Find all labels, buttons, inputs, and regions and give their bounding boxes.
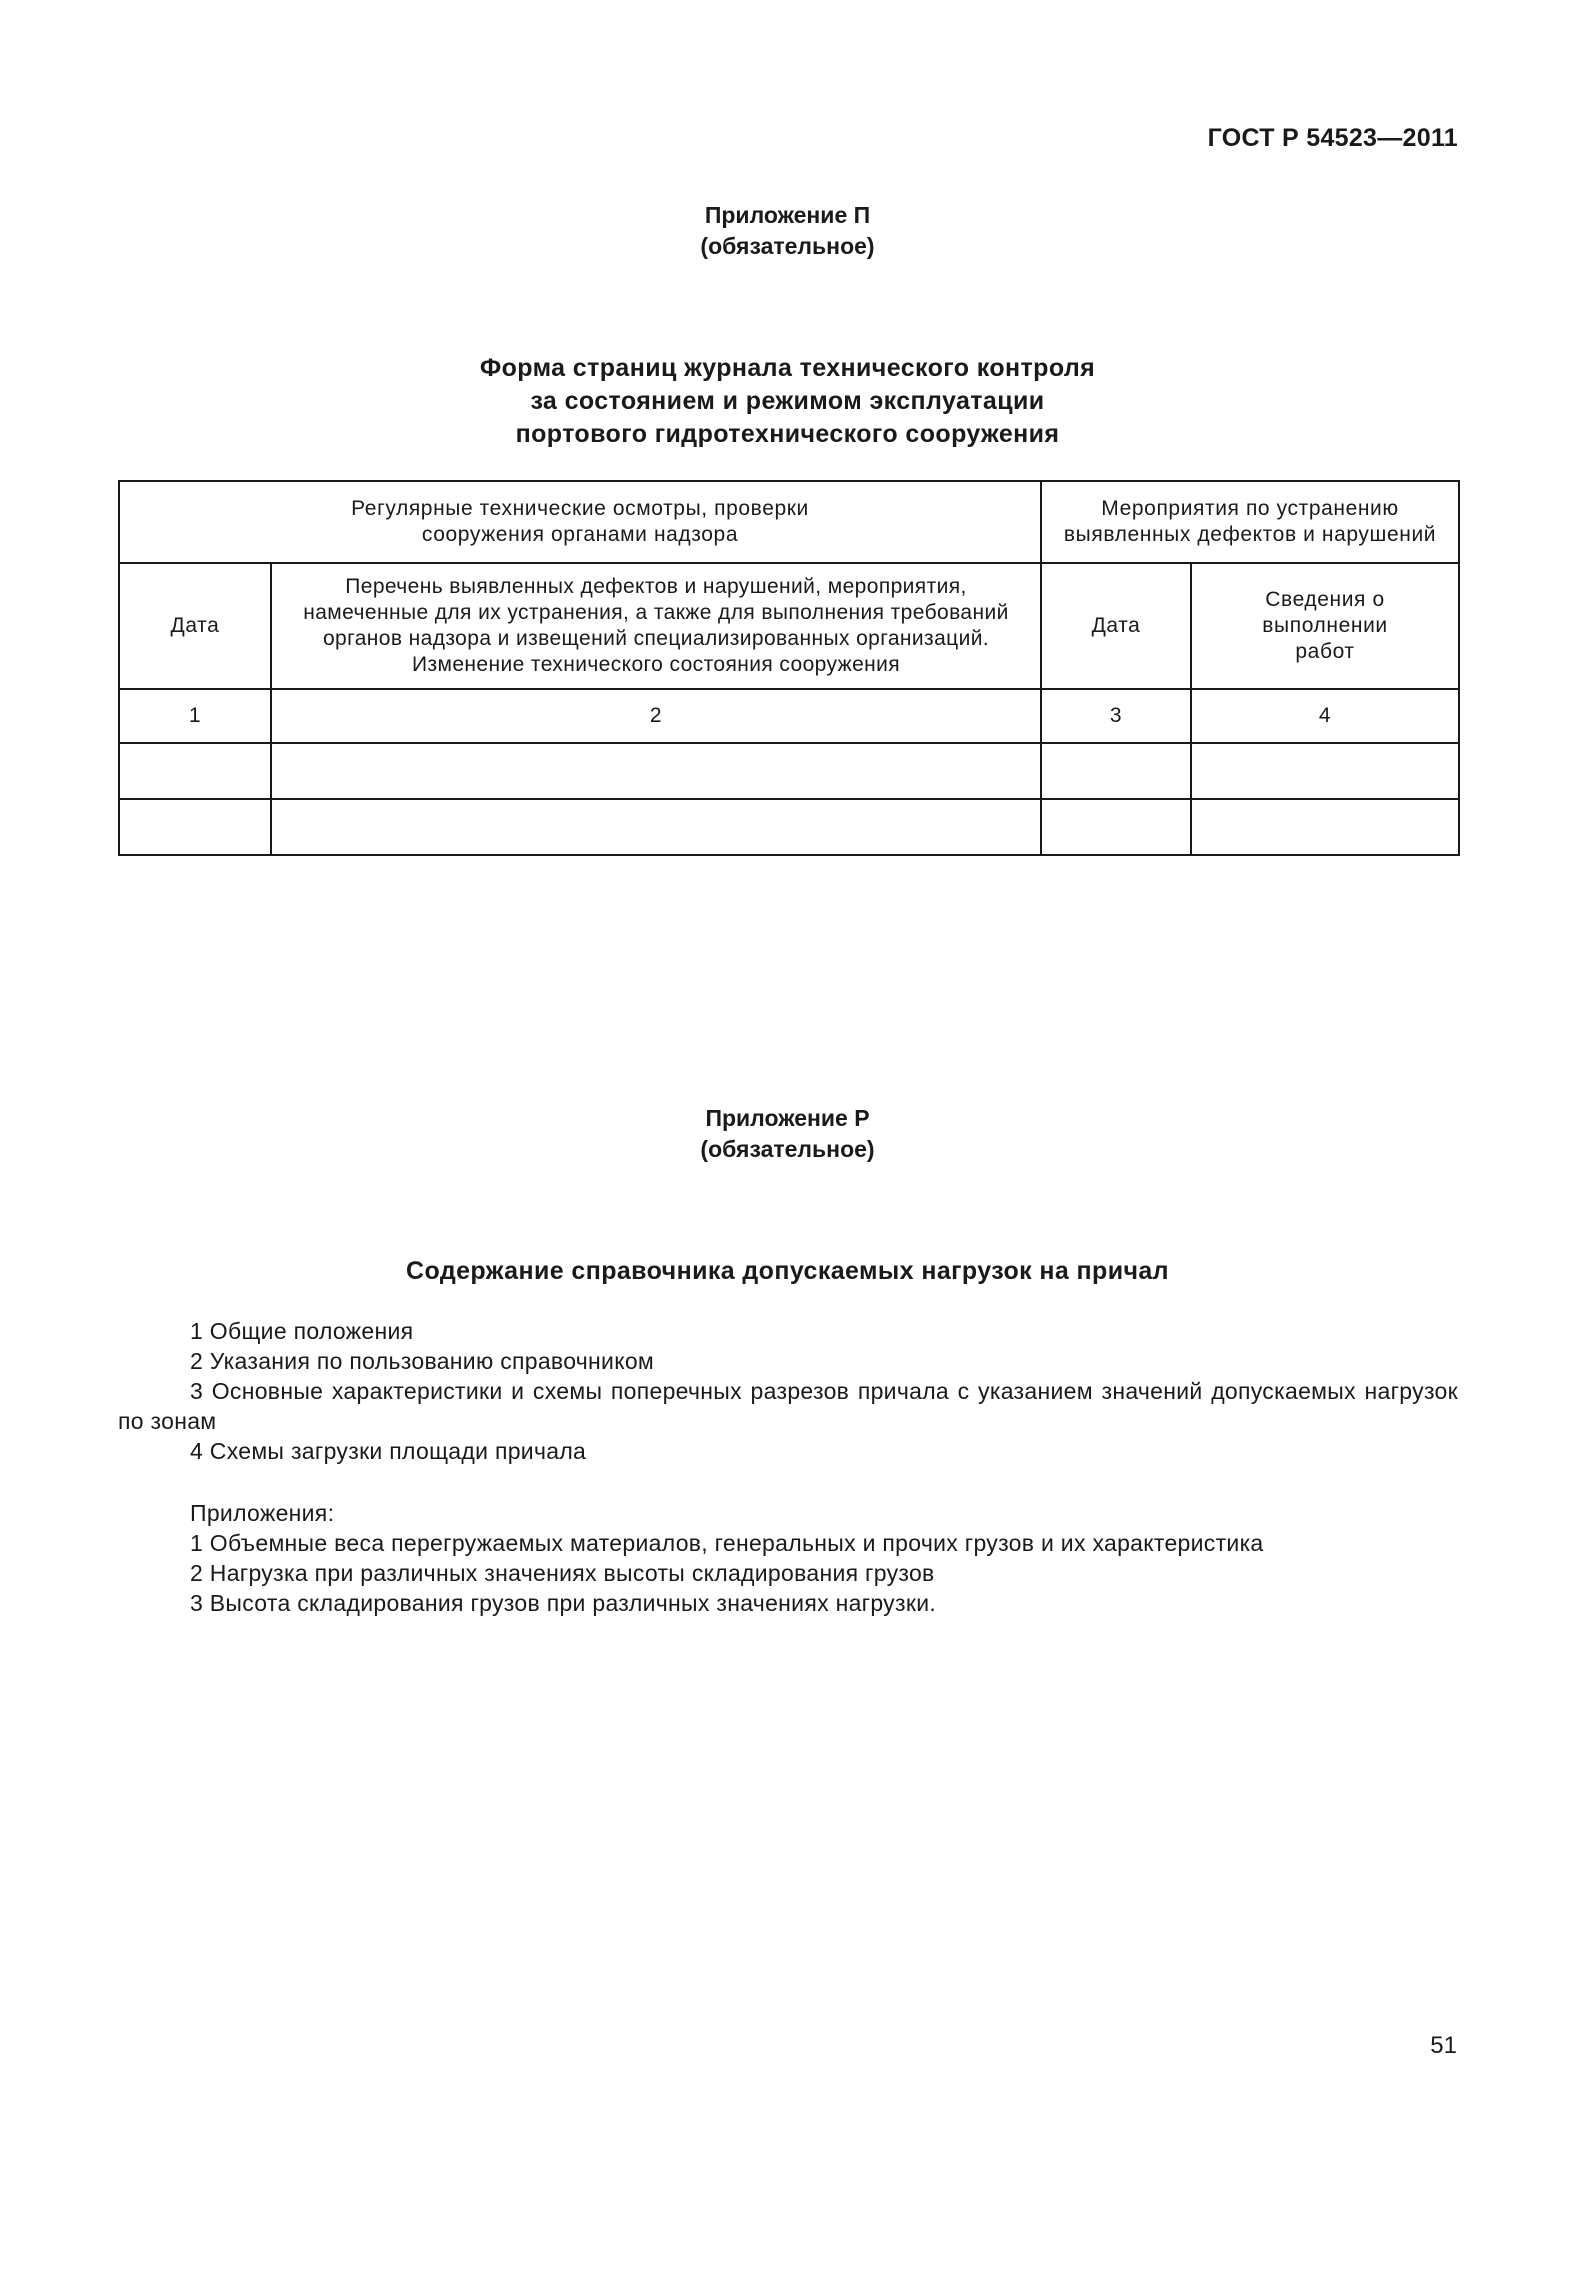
table-column-number-row [119,689,1459,743]
annex-r-label: Приложение Р [705,1105,870,1131]
journal-form-table [118,480,1460,856]
table-cell [1191,799,1459,855]
table-row [119,743,1459,799]
annex-p-title [0,352,1575,451]
table-cell [1041,799,1191,855]
annex-p-title-line: портового гидротехнического сооружения [515,420,1060,448]
column-number: 2 [271,689,1041,743]
contents-section-item: 2 Указания по пользованию справочником [190,1348,655,1374]
annex-r-title: Содержание справочника допускаемых нагрузок на причал [406,1257,1169,1285]
table-cell [271,743,1041,799]
table-cell [119,743,271,799]
table-cell [1041,743,1191,799]
appendix-item: 2 Нагрузка при различных значениях высоты складирования грузов [190,1560,935,1586]
document-code: ГОСТ Р 54523—2011 [1207,124,1458,152]
annex-p-status: (обязательное) [700,233,875,259]
annex-r-status: (обязательное) [700,1136,875,1162]
annex-p-title-line: Форма страниц журнала технического контроля [479,354,1096,382]
contents-section-item: 3 Основные характеристики и схемы поперечных разрезов причала с указанием значений допускаемых нагрузок по зонам [118,1378,1458,1434]
annex-r-header [0,1103,1575,1165]
table-row [119,799,1459,855]
column-header-date: Дата [119,563,271,689]
appendix-item: 3 Высота складирования грузов при различных значениях нагрузки. [190,1590,937,1616]
column-header-work-info: Сведения о выполнении работ [1191,563,1459,689]
column-header-defects-list: Перечень выявленных дефектов и нарушений, мероприятия, намеченные для их устранения, а также для выполнения требований органов надзора и извещений специализированных организаций. Изменение технического состояния сооружения [271,563,1041,689]
group-header-measures: Мероприятия по устранению выявленных дефектов и нарушений [1041,481,1459,563]
appendix-item: 1 Объемные веса перегружаемых материалов, генеральных и прочих грузов и их характеристика [190,1530,1264,1556]
table-cell [1191,743,1459,799]
table-group-header-row [119,481,1459,563]
annex-p-label: Приложение П [704,202,871,228]
contents-section-item: 1 Общие положения [190,1318,414,1344]
column-header-date-2: Дата [1041,563,1191,689]
page-number: 51 [1430,2032,1457,2059]
table-cell [119,799,271,855]
table-column-header-row [119,563,1459,689]
annex-r-contents [118,1316,1458,1618]
annex-p-title-line: за состоянием и режимом эксплуатации [530,387,1045,415]
column-number: 1 [119,689,271,743]
column-number: 3 [1041,689,1191,743]
paragraph-gap [118,1466,1458,1498]
contents-section-item: 4 Схемы загрузки площади причала [190,1438,587,1464]
appendices-label: Приложения: [190,1500,335,1526]
group-header-inspections: Регулярные технические осмотры, проверки сооружения органами надзора [119,481,1041,563]
column-number: 4 [1191,689,1459,743]
table-cell [271,799,1041,855]
annex-p-header [0,200,1575,262]
